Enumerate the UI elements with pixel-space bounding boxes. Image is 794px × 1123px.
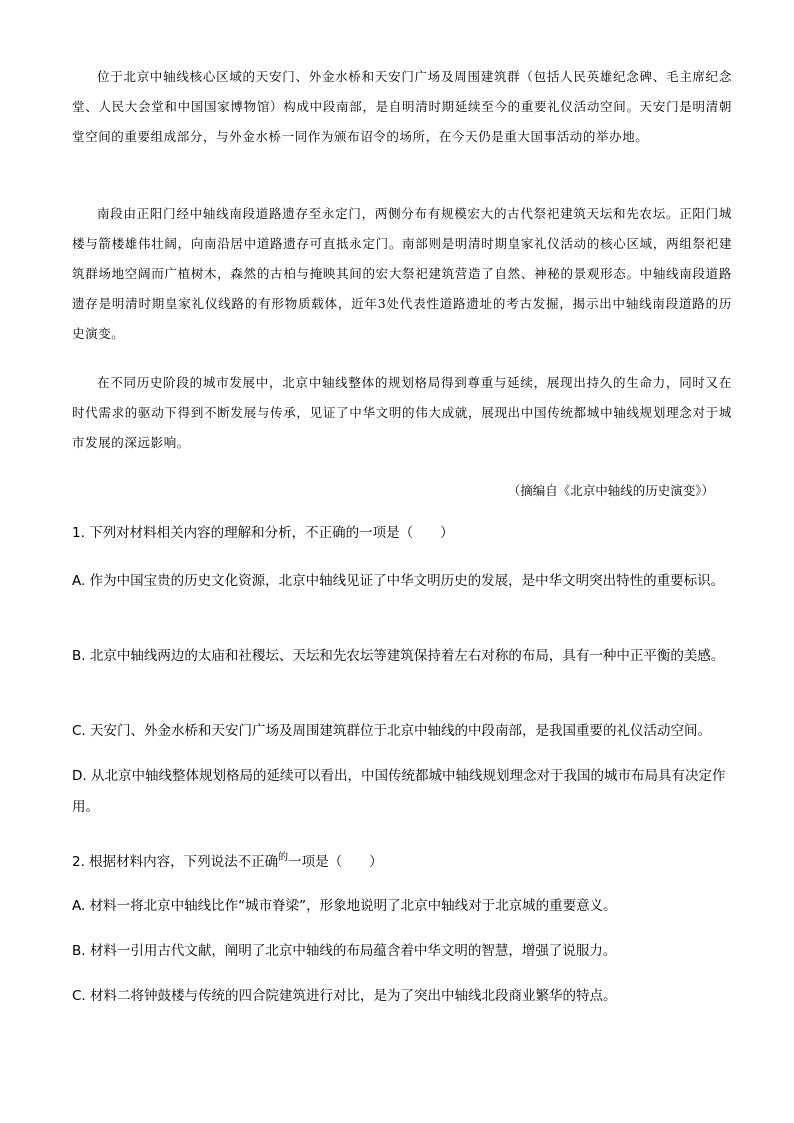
question-1-option-d: D. 从北京中轴线整体规划格局的延续可以看出，中国传统都城中轴线规划理念对于我国的城市布局具有决定作用。 <box>72 768 726 815</box>
question-2-option-c: C. 材料二将钟鼓楼与传统的四合院建筑进行对比，是为了突出中轴线北段商业繁华的特点。 <box>72 988 617 1004</box>
question-1-option-b: B. 北京中轴线两边的太庙和社稷坛、天坛和先农坛等建筑保持着左右对称的布局，具有一种中正平衡的美感。 <box>72 648 725 664</box>
passage-paragraph-1 <box>72 62 732 152</box>
passage-text-2: 南段由正阳门经中轴线南段道路遗存至永定门，两侧分布有规模宏大的古代祭祀建筑天坛和先农坛。正阳门城楼与箭楼雄伟壮阔，向南沿居中道路遗存可直抵永定门。南部则是明清时期皇家礼仪活动的核心区域，两组祭祀建筑群场地空阔而广植树木，森然的古柏与掩映其间的宏大祭祀建筑营造了自然、神秘的景观形态。中轴线南段道路遗存是明清时期皇家礼仪线路的有形物质载体，近年3处代表性道路遗址的考古发掘，揭示出中轴线南段道路的历史演变。 <box>72 206 732 341</box>
passage-text-1: 位于北京中轴线核心区域的天安门、外金水桥和天安门广场及周围建筑群（包括人民英雄纪念碑、毛主席纪念堂、人民大会堂和中国国家博物馆）构成中段南部，是自明清时期延续至今的重要礼仪活动空间。天安门是明清朝堂空间的重要组成部分，与外金水桥一同作为颁布诏令的场所，在今天仍是重大国事活动的举办地。 <box>72 69 732 144</box>
question-1-stem: 1. 下列对材料相关内容的理解和分析，不正确的一项是（ ） <box>72 525 454 541</box>
passage-paragraph-2 <box>72 199 732 349</box>
question-2-stem-before: 2. 根据材料内容，下列说法不正确 <box>72 854 279 870</box>
passage-text-3: 在不同历史阶段的城市发展中，北京中轴线整体的规划格局得到尊重与延续，展现出持久的生命力，同时又在时代需求的驱动下得到不断发展与传承，见证了中华文明的伟大成就，展现出中国传统都城中轴线规划理念对于城市发展的深远影响。 <box>72 375 732 450</box>
passage-paragraph-3 <box>72 368 732 458</box>
passage-source: （摘编自《北京中轴线的历史演变》） <box>507 483 714 498</box>
question-2-stem-mark: 的 <box>278 852 289 863</box>
question-2-option-a: A. 材料一将北京中轴线比作“城市脊梁”，形象地说明了北京中轴线对于北京城的重要意义。 <box>72 898 617 914</box>
question-2-stem <box>72 842 732 878</box>
question-1-option-a: A. 作为中国宝贵的历史文化资源，北京中轴线见证了中华文明历史的发展，是中华文明突出特性的重要标识。 <box>72 573 725 589</box>
question-1-option-c: C. 天安门、外金水桥和天安门广场及周围建筑群位于北京中轴线的中段南部，是我国重要的礼仪活动空间。 <box>72 723 712 739</box>
question-2-option-b: B. 材料一引用古代文献，阐明了北京中轴线的布局蕴含着中华文明的智慧，增强了说服力。 <box>72 943 617 959</box>
question-2-stem-after: 一项是（ ） <box>288 854 383 870</box>
